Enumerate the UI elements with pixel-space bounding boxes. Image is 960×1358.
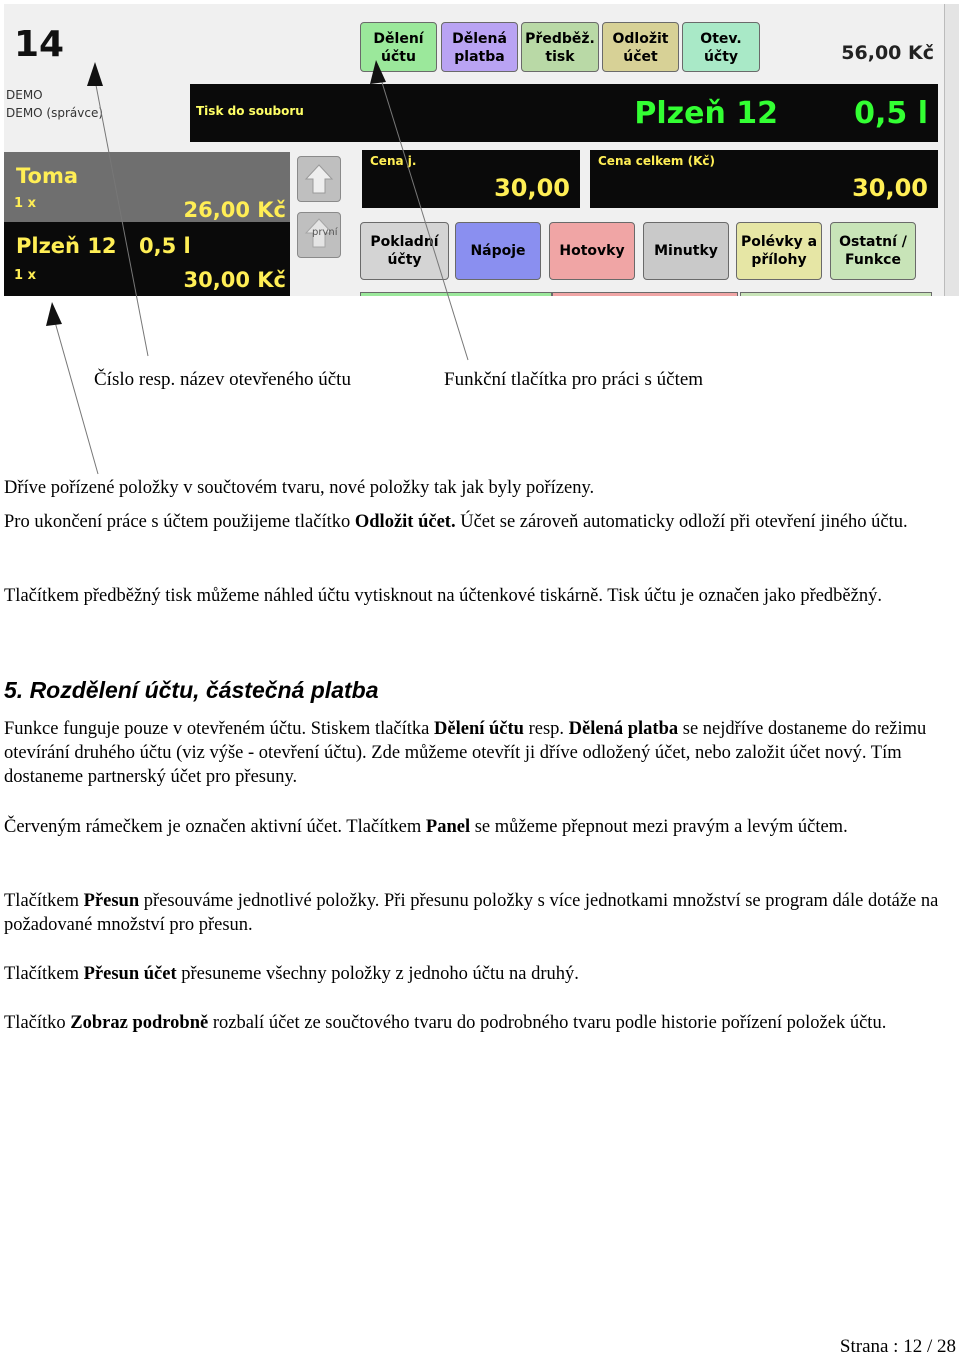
arrow-head-icon bbox=[46, 302, 62, 326]
total-price-value: 30,00 bbox=[852, 174, 928, 202]
drinks-button[interactable]: Nápoje bbox=[455, 222, 541, 280]
user-line-2: DEMO (správce) bbox=[6, 106, 104, 120]
bold-term: Přesun účet bbox=[83, 964, 177, 984]
item-name: Toma bbox=[16, 164, 79, 188]
split-payment-button[interactable]: Dělená platba bbox=[441, 22, 518, 72]
paragraph-preliminary-print: Tlačítkem předběžný tisk můžeme náhled účtu vytisknout na účtenkové tiskárně. Tisk účtu je označen jako předběžný. bbox=[4, 586, 882, 606]
current-item-volume: 0,5 l bbox=[854, 96, 928, 131]
paragraph-items: Dříve pořízené položky v součtovém tvaru, nové položky tak jak byly pořízeny. bbox=[4, 478, 595, 498]
text: rozbalí účet ze součtového tvaru do podrobného tvaru podle historie pořízení položek účtu. bbox=[208, 1013, 887, 1033]
text: Funkce funguje pouze v otevřeném účtu. Stiskem tlačítka bbox=[4, 719, 435, 739]
arrow-head-icon bbox=[87, 62, 103, 86]
caption-account-name: Číslo resp. název otevřeného účtu bbox=[94, 369, 351, 390]
bold-term: Dělená platba bbox=[568, 719, 679, 739]
text: Tlačítkem bbox=[4, 891, 84, 911]
open-accounts-button[interactable]: Otev. účty bbox=[682, 22, 760, 72]
paragraph-panel bbox=[4, 815, 954, 839]
paragraph-show-detail bbox=[4, 1011, 954, 1035]
item-volume: 0,5 l bbox=[139, 234, 191, 258]
cash-accounts-button[interactable]: Pokladní účty bbox=[360, 222, 449, 280]
user-line-1: DEMO bbox=[6, 88, 43, 102]
section-heading: 5. Rozdělení účtu, částečná platba bbox=[4, 677, 379, 703]
paragraph-split-function bbox=[4, 717, 954, 789]
text: Červeným rámečkem je označen aktivní účet. Tlačítkem bbox=[4, 817, 426, 837]
text: Pro ukončení práce s účtem použijeme tlačítko bbox=[4, 512, 355, 532]
ready-meals-button[interactable]: Hotovky bbox=[549, 222, 635, 280]
unit-price-value: 30,00 bbox=[494, 174, 570, 202]
annotation-arrows bbox=[0, 0, 960, 520]
item-qty: 1 x bbox=[14, 268, 36, 283]
text: se nejdříve dostaneme do režimu otevírání druhého účtu (viz výše - otevření účtu). Zde můžeme otevřít ji dříve odložený účet, nebo založit účet nový. Tím dostaneme partnerský účet pro přesuny. bbox=[4, 719, 927, 787]
soups-sides-button[interactable]: Polévky a přílohy bbox=[736, 222, 822, 280]
bold-term: Dělení účtu bbox=[434, 719, 524, 739]
other-functions-button[interactable]: Ostatní / Funkce bbox=[830, 222, 916, 280]
bold-term: Přesun bbox=[83, 891, 140, 911]
text: se můžeme přepnout mezi pravým a levým účtem. bbox=[470, 817, 848, 837]
page-number: Strana : 12 / 28 bbox=[839, 1336, 956, 1357]
bold-term: Zobraz podrobně bbox=[70, 1013, 209, 1033]
arrow-head-icon bbox=[370, 60, 386, 84]
bold-term: Panel bbox=[425, 817, 471, 837]
top-total: 56,00 Kč bbox=[841, 42, 934, 64]
scroll-hint: první bbox=[312, 227, 338, 238]
total-price-label: Cena celkem (Kč) bbox=[598, 154, 715, 168]
preliminary-print-button[interactable]: Předběž. tisk bbox=[521, 22, 599, 72]
paragraph-move-account bbox=[4, 962, 954, 986]
caption-function-buttons: Funkční tlačítka pro práci s účtem bbox=[444, 369, 704, 390]
text: Účet se zároveň automaticky odloží při otevření jiného účtu. bbox=[455, 512, 908, 532]
item-price: 26,00 Kč bbox=[183, 198, 286, 222]
text: Tlačítko bbox=[4, 1013, 71, 1033]
paragraph-postpone bbox=[4, 510, 954, 534]
minute-meals-button[interactable]: Minutky bbox=[643, 222, 729, 280]
postpone-account-button[interactable]: Odložit účet bbox=[602, 22, 679, 72]
print-target: Tisk do souboru bbox=[196, 104, 304, 118]
unit-price-label: Cena j. bbox=[370, 154, 417, 168]
item-qty: 1 x bbox=[14, 196, 36, 211]
current-item-name: Plzeň 12 bbox=[634, 96, 778, 131]
text: přesuneme všechny položky z jednoho účtu na druhý. bbox=[176, 964, 579, 984]
item-name: Plzeň 12 bbox=[16, 234, 117, 258]
account-number: 14 bbox=[14, 24, 65, 65]
text: Tlačítkem bbox=[4, 964, 84, 984]
split-account-button[interactable]: Dělení účtu bbox=[360, 22, 437, 72]
paragraph-move bbox=[4, 889, 954, 937]
text: přesouváme jednotlivé položky. Při přesunu položky s více jednotkami množství se program dále dotáže na požadované množství pro přesun. bbox=[4, 891, 939, 935]
text: resp. bbox=[523, 719, 569, 739]
item-price: 30,00 Kč bbox=[183, 268, 286, 292]
bold-term: Odložit účet. bbox=[354, 512, 456, 532]
